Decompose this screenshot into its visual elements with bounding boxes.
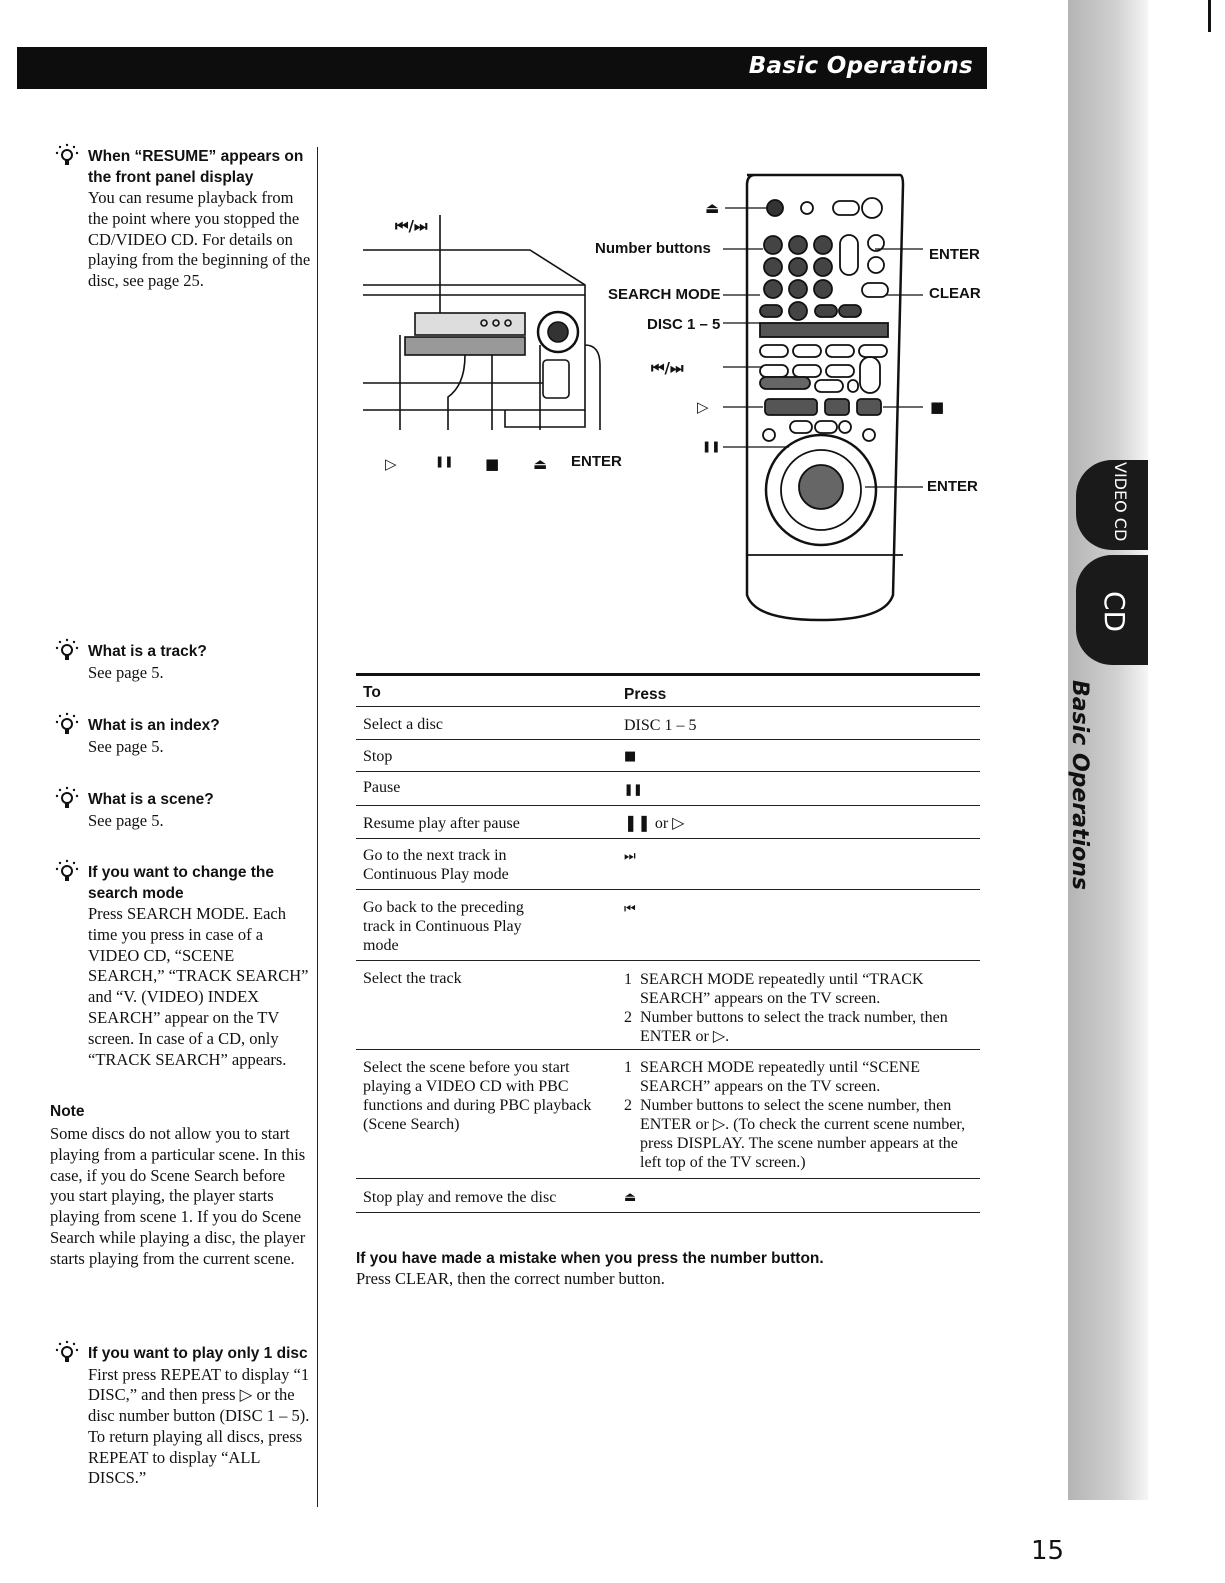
step-item: 2 Number buttons to select the scene number, then ENTER or ▷. (To check the current scene number, press DISPLAY. The scene number appears at the left top of the TV screen.) xyxy=(624,1097,966,1171)
step-text: SEARCH MODE repeatedly until “SCENE SEARCH” appears on the TV screen. xyxy=(640,1059,920,1095)
tip-body: You can resume playback from the point where you stopped the CD/VIDEO CD. For details on playing from the beginning of the disc, see page 25. xyxy=(88,188,311,291)
remote-number-buttons-label: Number buttons xyxy=(595,240,711,257)
row-action: Stop play and remove the disc xyxy=(363,1189,557,1206)
lightbulb-icon xyxy=(54,1339,80,1367)
cd-player-drawing xyxy=(363,215,600,430)
tip-resume xyxy=(50,147,312,292)
section-title: Basic Operations xyxy=(748,53,973,79)
step-text: Number buttons to select the track number, then ENTER or ▷. xyxy=(640,1009,948,1045)
lightbulb-icon xyxy=(54,142,80,170)
tip-track xyxy=(50,642,312,683)
tip-one-disc xyxy=(50,1344,312,1489)
row-action: Pause xyxy=(363,779,401,796)
row-steps xyxy=(624,1058,974,1172)
header-to: To xyxy=(363,684,381,701)
header-press: Press xyxy=(624,686,667,703)
mistake-body: Press CLEAR, then the correct number button. xyxy=(356,1269,665,1288)
row-action: Stop xyxy=(363,748,393,765)
table-header-row xyxy=(356,676,980,707)
player-enter-label: ENTER xyxy=(571,453,622,470)
row-press: ■ xyxy=(624,749,637,764)
lightbulb-icon xyxy=(54,711,80,739)
lightbulb-icon xyxy=(54,858,80,886)
step-text: SEARCH MODE repeatedly until “TRACK SEARCH” appears on the TV screen. xyxy=(640,971,924,1007)
remote-enter-top-label: ENTER xyxy=(929,246,980,263)
row-action: Go back to the preceding track in Continuous Play mode xyxy=(363,899,524,954)
lightbulb-icon xyxy=(54,785,80,813)
table-row xyxy=(356,890,980,961)
table-row xyxy=(356,806,980,839)
side-section-label: Basic Operations xyxy=(1067,680,1092,890)
remote-eject-label: ⏏ xyxy=(705,199,720,217)
remote-drawing xyxy=(747,175,903,620)
table-row xyxy=(356,740,980,772)
tip-index xyxy=(50,716,312,757)
step-text: Number buttons to select the scene number, then ENTER or ▷. (To check the current scene number, press DISPLAY. The scene number appears at the left top of the TV screen.) xyxy=(640,1097,966,1171)
tip-title: What is a scene? xyxy=(88,791,214,808)
row-action: Resume play after pause xyxy=(363,815,520,832)
tip-body: See page 5. xyxy=(88,736,164,756)
remote-enter-bottom-label: ENTER xyxy=(927,478,978,495)
crop-mark xyxy=(1208,0,1211,32)
row-press: ⏏ xyxy=(624,1190,637,1205)
tab-video-cd xyxy=(1076,460,1148,550)
tab-cd-label: CD xyxy=(1098,590,1132,633)
remote-skip-label: ⏮/⏭ xyxy=(651,359,684,377)
row-action: Select the track xyxy=(363,970,462,987)
row-press: DISC 1 – 5 xyxy=(624,717,697,734)
operations-table xyxy=(356,673,980,1213)
player-remote-illustration xyxy=(355,165,995,635)
remote-clear-label: CLEAR xyxy=(929,285,981,302)
lightbulb-icon xyxy=(54,637,80,665)
note-body: Some discs do not allow you to start playing from a particular scene. In this case, if you do Scene Search before you start playing, the player starts playing from scene 1. If you do Scene Search while playing a disc, the player starts playing from the current scene. xyxy=(50,1124,306,1268)
remote-search-mode-label: SEARCH MODE xyxy=(608,286,721,303)
section-header-bar xyxy=(17,47,987,89)
player-play-label: ▷ xyxy=(385,455,397,473)
player-eject-label: ⏏ xyxy=(533,455,548,473)
row-press: ❚❚ or ▷ xyxy=(624,815,685,832)
player-skip-label: ⏮/⏭ xyxy=(395,217,428,235)
row-action: Go to the next track in Continuous Play mode xyxy=(363,847,509,883)
note-title: Note xyxy=(50,1103,85,1120)
row-action: Select the scene before you start playing a VIDEO CD with PBC functions and during PBC playback (Scene Search) xyxy=(363,1059,592,1133)
tip-scene xyxy=(50,790,312,831)
tab-cd xyxy=(1076,555,1148,665)
table-row xyxy=(356,839,980,890)
step-item: 1 SEARCH MODE repeatedly until “TRACK SEARCH” appears on the TV screen. xyxy=(624,971,924,1007)
tip-title: When “RESUME” appears on the front panel display xyxy=(88,148,304,186)
tip-title: If you want to change the search mode xyxy=(88,864,275,902)
tip-body: First press REPEAT to display “1 DISC,” and then press ▷ or the disc number button (DISC 1 – 5). To return playing all discs, press REPEAT to display “ALL DISCS.” xyxy=(88,1364,310,1488)
step-item: 1 SEARCH MODE repeatedly until “SCENE SEARCH” appears on the TV screen. xyxy=(624,1059,920,1095)
step-item: 2 Number buttons to select the track number, then ENTER or ▷. xyxy=(624,1009,948,1045)
tip-title: What is an index? xyxy=(88,717,220,734)
device-drawing xyxy=(355,165,995,635)
table-row xyxy=(356,961,980,1050)
row-press: ⏭ xyxy=(624,849,636,864)
tip-title: What is a track? xyxy=(88,643,207,660)
remote-disc-label: DISC 1 – 5 xyxy=(647,316,721,333)
remote-stop-label: ■ xyxy=(930,398,945,416)
remote-pause-label: ❚❚ xyxy=(702,440,721,453)
row-steps xyxy=(624,970,974,1046)
tip-title: If you want to play only 1 disc xyxy=(88,1345,308,1362)
tip-body: See page 5. xyxy=(88,810,164,830)
remote-play-label: ▷ xyxy=(697,398,709,416)
row-press: ❚❚ xyxy=(624,784,643,796)
tip-body: See page 5. xyxy=(88,662,164,682)
table-row xyxy=(356,707,980,740)
table-row xyxy=(356,1050,980,1179)
row-action: Select a disc xyxy=(363,716,443,733)
player-pause-label: ❚❚ xyxy=(435,455,454,468)
tip-body: Press SEARCH MODE. Each time you press in case of a VIDEO CD, “SCENE SEARCH,” “TRACK SEARCH” and “V. (VIDEO) INDEX SEARCH” appear on the TV screen. In case of a CD, only “TRACK SEARCH” appears. xyxy=(88,904,309,1069)
row-press: ⏮ xyxy=(624,902,636,917)
table-row xyxy=(356,772,980,806)
column-divider xyxy=(317,147,318,1507)
page-number: 15 xyxy=(1031,1536,1065,1566)
player-stop-label: ■ xyxy=(485,455,500,473)
tip-search-mode xyxy=(50,863,312,1070)
mistake-title: If you have made a mistake when you press the number button. xyxy=(356,1250,824,1267)
table-row xyxy=(356,1179,980,1213)
tab-video-cd-label: VIDEO CD xyxy=(1111,462,1130,542)
